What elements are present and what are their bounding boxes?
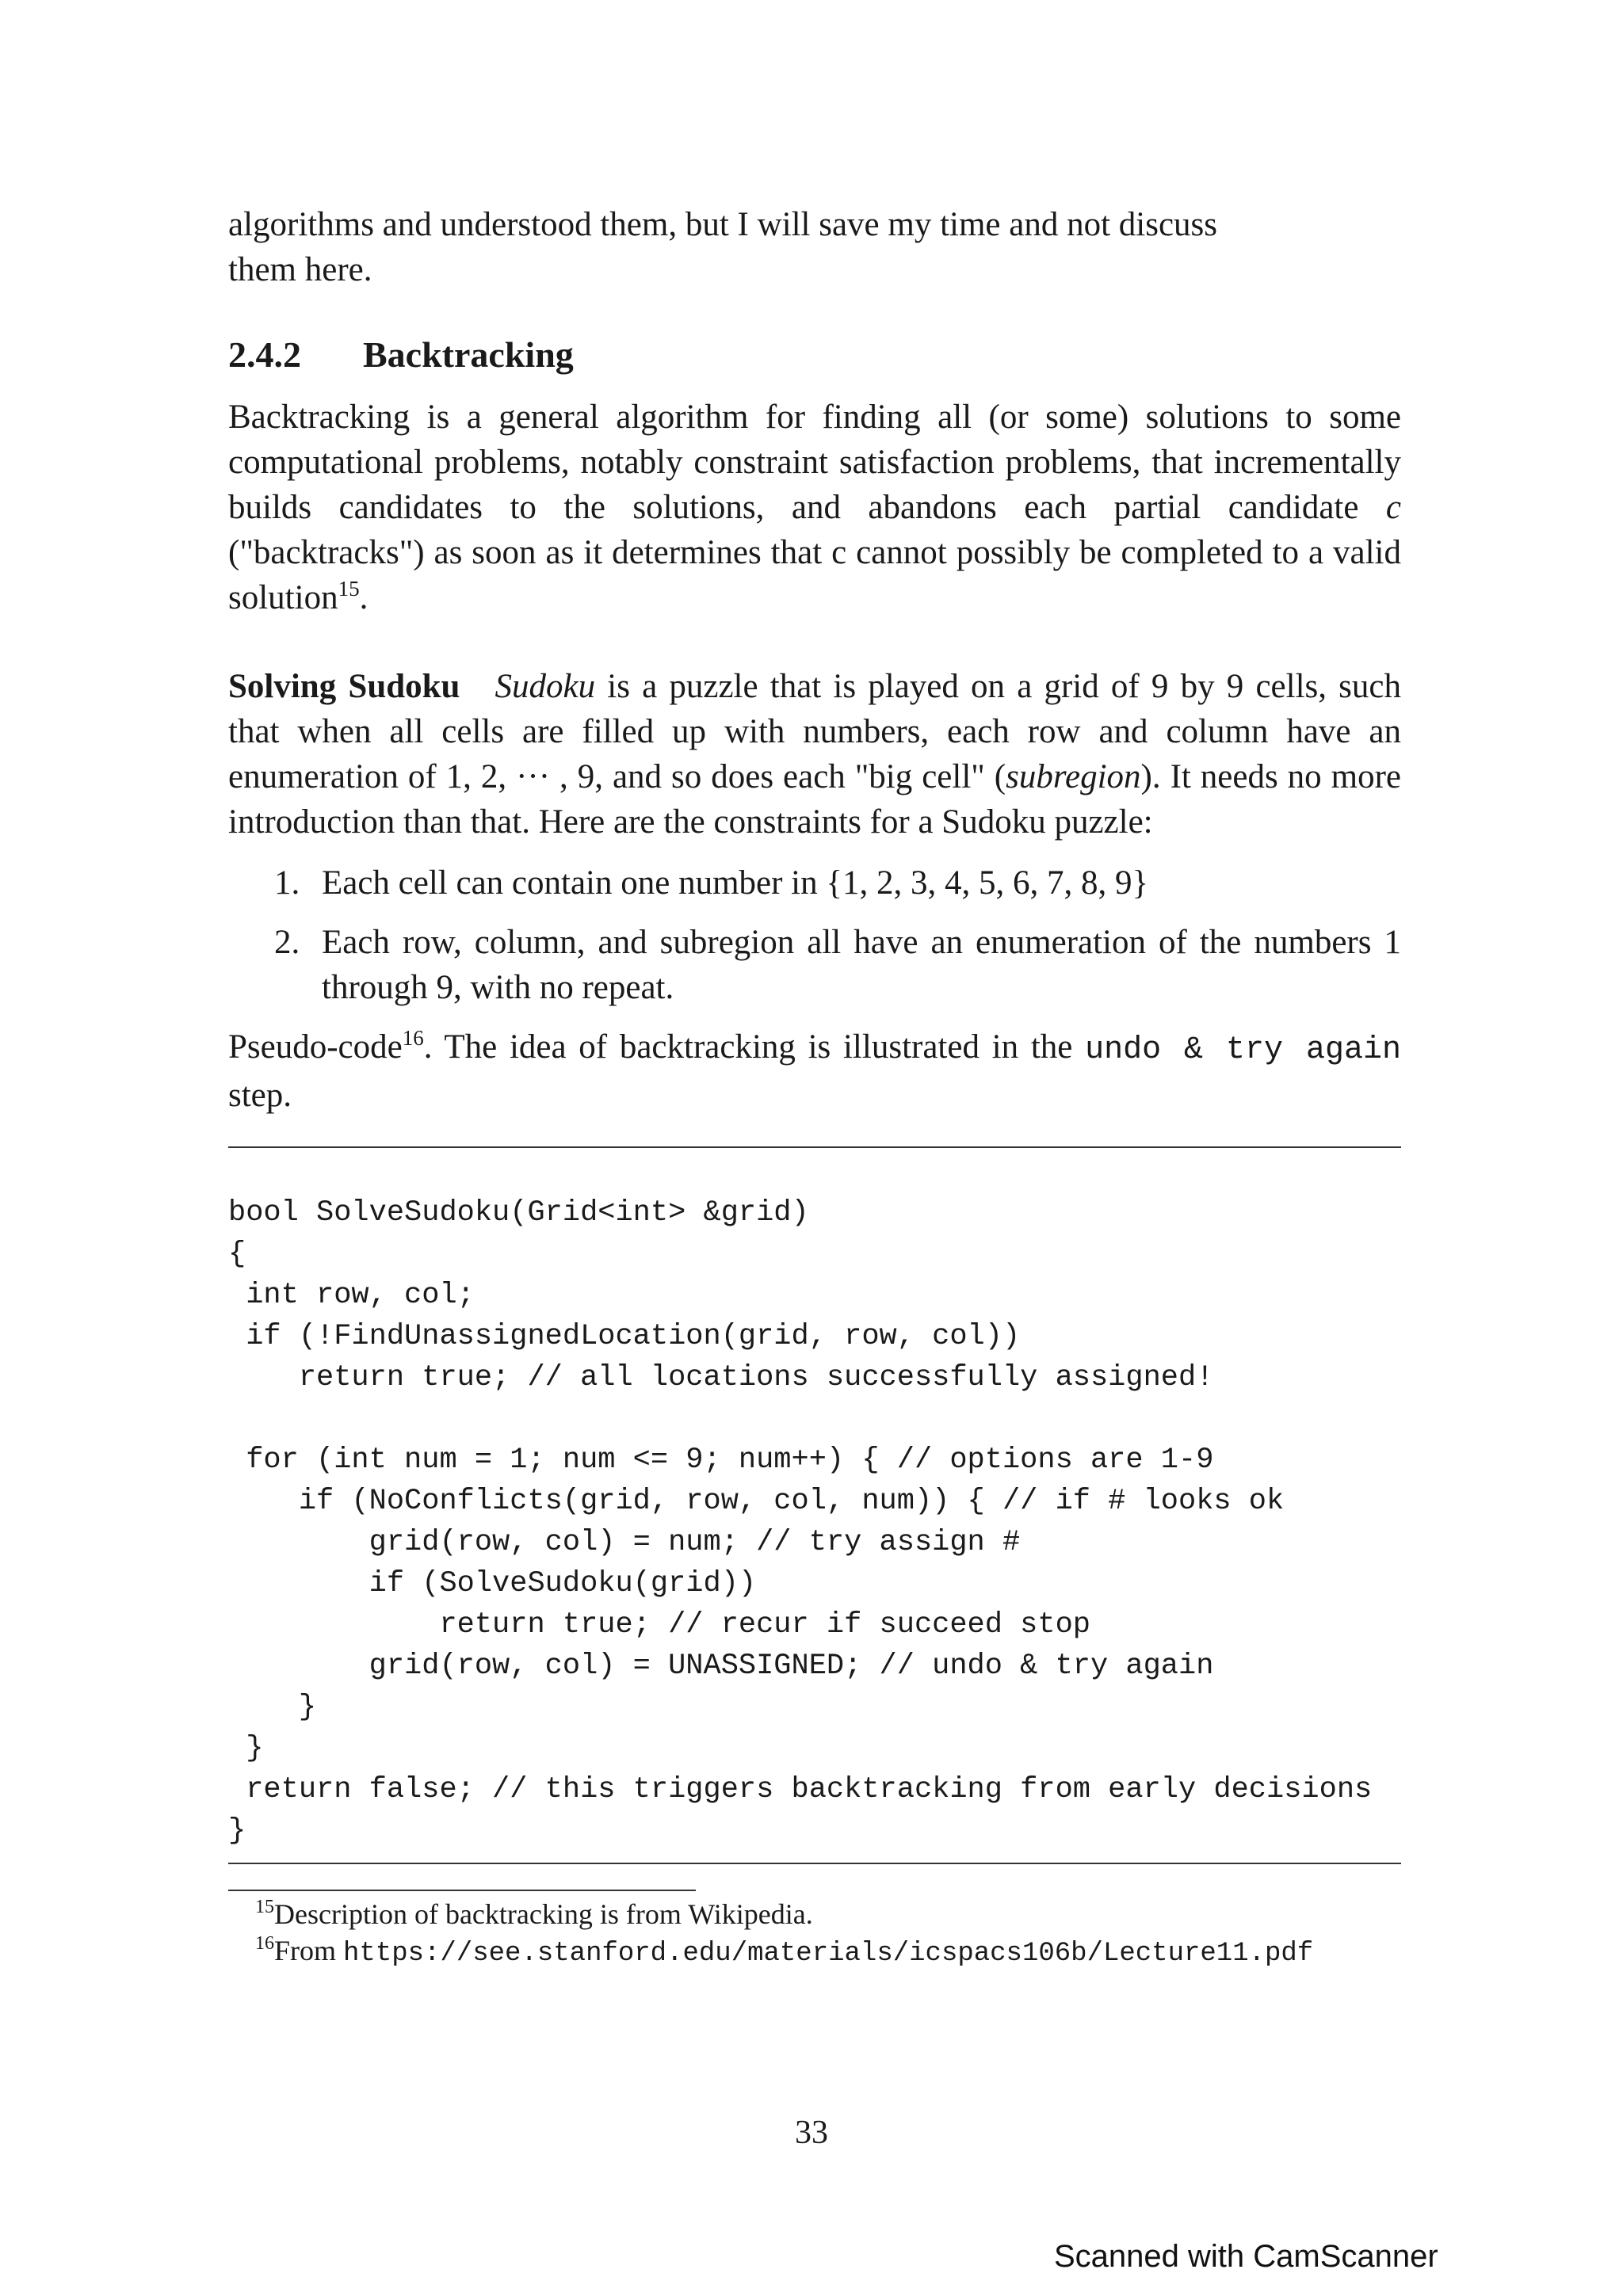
code-line: return false; // this triggers backtracking from early decisions (228, 1773, 1373, 1806)
intro-line-2: them here. (228, 251, 372, 288)
page-content (228, 202, 1401, 1972)
code-line: for (int num = 1; num <= 9; num++) { // options are 1-9 (228, 1444, 1214, 1477)
footnote-15 (228, 1896, 1401, 1932)
footnote-number: 16 (255, 1933, 274, 1954)
candidate-variable: c (1385, 489, 1401, 526)
intro-paragraph (228, 202, 1401, 292)
footnote-ref-16: 16 (402, 1026, 424, 1050)
code-line: if (!FindUnassignedLocation(grid, row, col)) (228, 1320, 1021, 1353)
sudoku-paragraph (228, 664, 1401, 845)
section-title: Backtracking (363, 334, 574, 375)
code-line (228, 1398, 1401, 1440)
code-line: grid(row, col) = num; // try assign # (228, 1526, 1021, 1559)
pseudo-code-text: . The idea of backtracking is illustrated in the (423, 1028, 1086, 1066)
list-marker: 1. (274, 864, 300, 902)
footnote-number: 15 (255, 1897, 274, 1917)
footnote-text: From (274, 1935, 344, 1966)
footnotes (228, 1896, 1401, 1972)
code-top-rule (228, 1146, 1401, 1148)
constraints-list (228, 860, 1401, 1010)
code-line: int row, col; (228, 1279, 475, 1312)
footnote-text: Description of backtracking is from Wikipedia. (274, 1898, 813, 1930)
footnote-url[interactable]: https://see.stanford.edu/materials/icspacs106b/Lecture11.pdf (343, 1939, 1314, 1969)
section-number: 2.4.2 (228, 334, 301, 375)
list-item (228, 860, 1401, 906)
inline-code-undo: undo & try again (1085, 1032, 1402, 1068)
code-line: return true; // recur if succeed stop (228, 1608, 1090, 1642)
sudoku-text-2: ). It needs no more introduction than that. Here are the constraints for a Sudoku puzzle: (228, 758, 1401, 841)
sudoku-emphasis: Sudoku (495, 668, 596, 705)
code-line: if (SolveSudoku(grid)) (228, 1567, 757, 1600)
list-item-text: Each cell can contain one number in {1, 2, 3, 4, 5, 6, 7, 8, 9} (322, 864, 1149, 902)
code-line: { (228, 1238, 246, 1271)
code-bottom-rule (228, 1863, 1401, 1864)
backtracking-text-2: ("backtracks") as soon as it determines that c cannot possibly be completed to a valid solution (228, 534, 1401, 616)
code-line: bool SolveSudoku(Grid<int> &grid) (228, 1196, 809, 1230)
footnote-ref-15: 15 (338, 577, 360, 601)
subregion-emphasis: subregion (1006, 758, 1141, 795)
pseudo-code-paragraph (228, 1024, 1401, 1118)
code-line: } (228, 1814, 246, 1848)
code-listing (228, 1177, 1401, 1863)
code-line: grid(row, col) = UNASSIGNED; // undo & try again (228, 1650, 1214, 1683)
list-item-text: Each row, column, and subregion all have an enumeration of the numbers 1 through 9, with no repeat. (322, 924, 1401, 1006)
backtracking-text: Backtracking is a general algorithm for finding all (or some) solutions to some computational problems, notably constraint satisfaction problems, that incrementally builds candidates to the solutions, and abandons each partial candidate (228, 399, 1401, 526)
footnote-16 (228, 1932, 1401, 1972)
sudoku-text-1: is a puzzle that is played on a grid of 9 by 9 cells, such that when all cells are filled up with numbers, each row and column have an enumeration of 1, 2, ··· , 9, and so does each "big cell" ( (228, 668, 1401, 795)
pseudo-code-end: step. (228, 1077, 292, 1114)
list-item (228, 920, 1401, 1010)
code-line: } (228, 1732, 264, 1765)
code-line: if (NoConflicts(grid, row, col, num)) { // if # looks ok (228, 1485, 1285, 1518)
intro-line-1: algorithms and understood them, but I will save my time and not discuss (228, 206, 1218, 243)
scanner-watermark: Scanned with CamScanner (1054, 2239, 1438, 2274)
pseudo-code-label: Pseudo-code (228, 1028, 403, 1066)
list-marker: 2. (274, 924, 300, 961)
code-line: return true; // all locations successfully assigned! (228, 1361, 1214, 1394)
runin-heading: Solving Sudoku (228, 668, 460, 705)
section-heading (228, 334, 1401, 376)
footnote-separator (228, 1890, 696, 1891)
backtracking-paragraph (228, 395, 1401, 620)
code-line: } (228, 1691, 317, 1724)
page-number: 33 (795, 2115, 828, 2151)
backtracking-end: . (359, 579, 369, 616)
